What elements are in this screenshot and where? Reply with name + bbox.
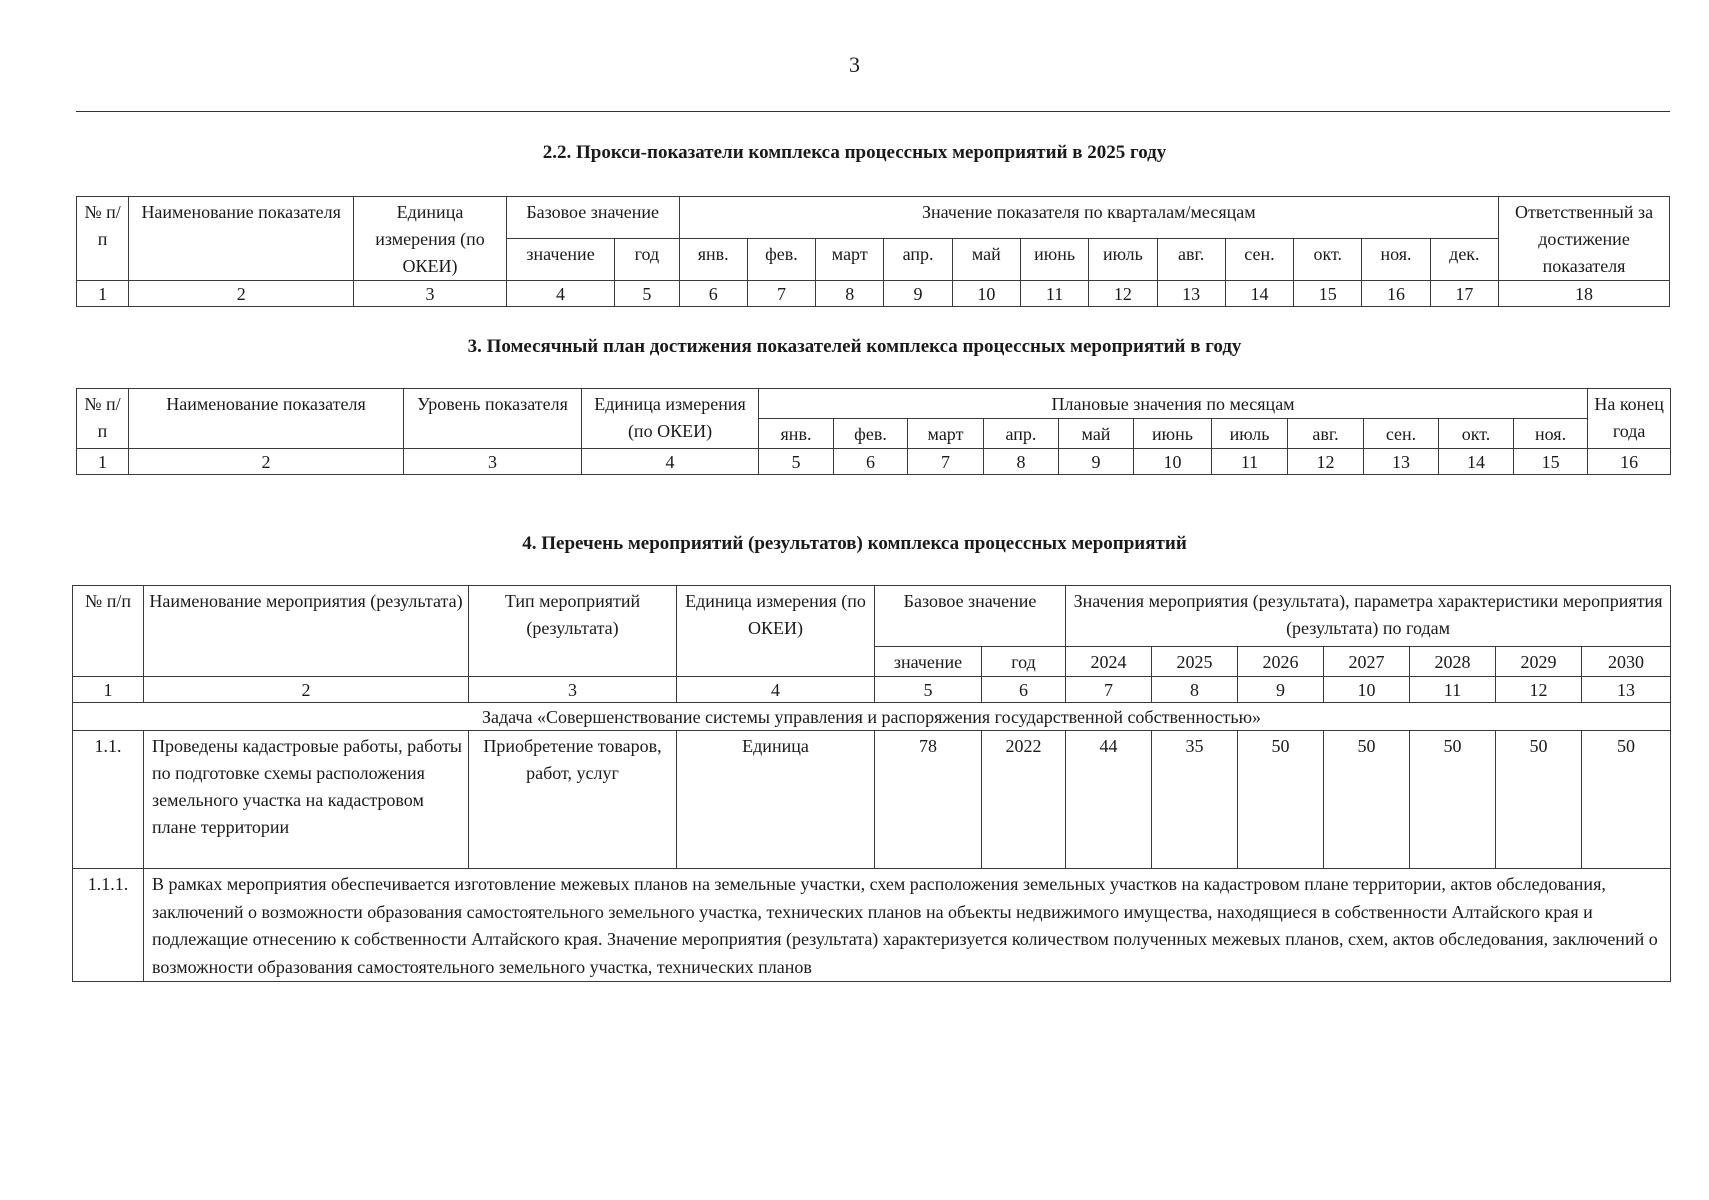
month-header: июль — [1212, 419, 1288, 449]
column-number: 12 — [1288, 449, 1364, 475]
column-number: 7 — [1066, 677, 1152, 703]
header-base-value-value: значение — [875, 647, 982, 677]
column-number-row — [77, 281, 1670, 307]
column-number: 10 — [1324, 677, 1410, 703]
month-header: апр. — [984, 419, 1059, 449]
column-number: 8 — [1152, 677, 1238, 703]
header-year-end: На конец года — [1588, 389, 1671, 449]
column-number: 2 — [129, 281, 354, 307]
column-number: 6 — [982, 677, 1066, 703]
column-number: 5 — [615, 281, 679, 307]
column-number: 16 — [1362, 281, 1430, 307]
month-header: апр. — [884, 239, 952, 281]
activity-value: 50 — [1582, 731, 1671, 869]
month-header: дек. — [1430, 239, 1498, 281]
month-header: май — [1059, 419, 1134, 449]
column-number: 4 — [582, 449, 759, 475]
column-number: 6 — [679, 281, 747, 307]
column-number: 5 — [759, 449, 834, 475]
year-header: 2028 — [1410, 647, 1496, 677]
activity-base-year: 2022 — [982, 731, 1066, 869]
monthly-plan-table — [76, 388, 1671, 475]
month-header: июнь — [1134, 419, 1212, 449]
header-rule — [76, 111, 1670, 112]
year-header: 2029 — [1496, 647, 1582, 677]
column-number: 1 — [77, 281, 129, 307]
month-header: ноя. — [1362, 239, 1430, 281]
activity-row — [73, 731, 1671, 869]
activity-value: 50 — [1238, 731, 1324, 869]
header-base-value: Базовое значение — [506, 197, 679, 239]
column-number: 18 — [1499, 281, 1670, 307]
column-number: 11 — [1020, 281, 1088, 307]
header-base-value-year: год — [982, 647, 1066, 677]
year-header: 2024 — [1066, 647, 1152, 677]
month-header: март — [816, 239, 884, 281]
section-title-activities-list: 4. Перечень мероприятий (результатов) комплекса процессных мероприятий — [522, 533, 1187, 554]
description-num: 1.1.1. — [73, 869, 144, 982]
activity-name: Проведены кадастровые работы, работы по подготовке схемы расположения земельного участка на кадастровом плане территории — [144, 731, 469, 869]
month-header: фев. — [747, 239, 815, 281]
activity-base-value: 78 — [875, 731, 982, 869]
activity-value: 50 — [1324, 731, 1410, 869]
column-number: 13 — [1157, 281, 1225, 307]
header-responsible: Ответственный за достижение показателя — [1499, 197, 1670, 281]
column-number: 6 — [834, 449, 908, 475]
header-unit: Единица измерения (по ОКЕИ) — [354, 197, 507, 281]
column-number-row — [77, 449, 1671, 475]
month-header: фев. — [834, 419, 908, 449]
column-number: 11 — [1212, 449, 1288, 475]
column-number: 7 — [908, 449, 984, 475]
column-number: 7 — [747, 281, 815, 307]
header-unit: Единица измерения (по ОКЕИ) — [677, 586, 875, 677]
header-indicator-name: Наименование показателя — [129, 389, 404, 449]
year-header: 2027 — [1324, 647, 1410, 677]
column-number: 16 — [1588, 449, 1671, 475]
column-number: 3 — [469, 677, 677, 703]
month-header: авг. — [1157, 239, 1225, 281]
header-num: № п/п — [77, 197, 129, 281]
column-number: 10 — [952, 281, 1020, 307]
header-base-value-value: значение — [506, 239, 614, 281]
page-number: 3 — [849, 52, 860, 77]
activity-value: 50 — [1496, 731, 1582, 869]
month-header: сен. — [1225, 239, 1293, 281]
column-number: 1 — [73, 677, 144, 703]
column-number: 11 — [1410, 677, 1496, 703]
month-header: авг. — [1288, 419, 1364, 449]
activities-table — [72, 585, 1671, 982]
column-number: 2 — [144, 677, 469, 703]
column-number: 3 — [354, 281, 507, 307]
column-number: 15 — [1514, 449, 1588, 475]
column-number: 1 — [77, 449, 129, 475]
proxy-indicators-table — [76, 196, 1670, 307]
column-number: 8 — [816, 281, 884, 307]
header-base-value: Базовое значение — [875, 586, 1066, 647]
column-number: 5 — [875, 677, 982, 703]
month-header: янв. — [759, 419, 834, 449]
column-number: 10 — [1134, 449, 1212, 475]
activity-value: 50 — [1410, 731, 1496, 869]
column-number: 9 — [1059, 449, 1134, 475]
section-title-proxy-indicators: 2.2. Прокси-показатели комплекса процессных мероприятий в 2025 году — [542, 142, 1167, 163]
column-number: 13 — [1582, 677, 1671, 703]
header-activity-type: Тип мероприятий (результата) — [469, 586, 677, 677]
year-header: 2025 — [1152, 647, 1238, 677]
month-header: сен. — [1364, 419, 1439, 449]
header-monthly-plan-values: Плановые значения по месяцам — [759, 389, 1588, 419]
column-number: 14 — [1439, 449, 1514, 475]
header-activity-name: Наименование мероприятия (результата) — [144, 586, 469, 677]
header-yearly-values: Значения мероприятия (результата), параметра характеристики мероприятия (результата) по годам — [1066, 586, 1671, 647]
task-row: Задача «Совершенствование системы управления и распоряжения государственной собственностью» — [73, 703, 1671, 731]
header-base-value-year: год — [615, 239, 679, 281]
month-header: окт. — [1439, 419, 1514, 449]
month-header: ноя. — [1514, 419, 1588, 449]
column-number-row — [73, 677, 1671, 703]
column-number: 12 — [1089, 281, 1157, 307]
year-header: 2030 — [1582, 647, 1671, 677]
month-header: май — [952, 239, 1020, 281]
year-header: 2026 — [1238, 647, 1324, 677]
column-number: 8 — [984, 449, 1059, 475]
activity-value: 44 — [1066, 731, 1152, 869]
column-number: 17 — [1430, 281, 1498, 307]
activity-value: 35 — [1152, 731, 1238, 869]
month-header: окт. — [1294, 239, 1362, 281]
month-header: июнь — [1020, 239, 1088, 281]
column-number: 2 — [129, 449, 404, 475]
activity-unit: Единица — [677, 731, 875, 869]
section-title-monthly-plan: 3. Помесячный план достижения показателей комплекса процессных мероприятий в году — [467, 336, 1242, 357]
column-number: 3 — [404, 449, 582, 475]
column-number: 9 — [884, 281, 952, 307]
column-number: 15 — [1294, 281, 1362, 307]
column-number: 13 — [1364, 449, 1439, 475]
column-number: 12 — [1496, 677, 1582, 703]
activity-num: 1.1. — [73, 731, 144, 869]
header-num: № п/п — [77, 389, 129, 449]
column-number: 4 — [506, 281, 614, 307]
header-quarter-month-values: Значение показателя по кварталам/месяцам — [679, 197, 1499, 239]
header-unit: Единица измерения (по ОКЕИ) — [582, 389, 759, 449]
month-header: янв. — [679, 239, 747, 281]
activity-description-row — [73, 869, 1671, 982]
header-num: № п/п — [73, 586, 144, 677]
month-header: июль — [1089, 239, 1157, 281]
month-header: март — [908, 419, 984, 449]
column-number: 9 — [1238, 677, 1324, 703]
description-text: В рамках мероприятия обеспечивается изготовление межевых планов на земельные участки, схем расположения земельных участков на кадастровом плане территории, актов обследования, заключений о возможности образования самостоятельного земельного участка, технических планов на объекты недвижимого имущества, находящиеся в собственности Алтайского края и подлежащие отнесению к собственности Алтайского края. Значение мероприятия (результата) характеризуется количеством полученных межевых планов, схем, актов обследования, заключений о возможности образования самостоятельного земельного участка, технических планов — [144, 869, 1671, 982]
header-indicator-level: Уровень показателя — [404, 389, 582, 449]
column-number: 4 — [677, 677, 875, 703]
activity-type: Приобретение товаров, работ, услуг — [469, 731, 677, 869]
header-indicator-name: Наименование показателя — [129, 197, 354, 281]
column-number: 14 — [1225, 281, 1293, 307]
